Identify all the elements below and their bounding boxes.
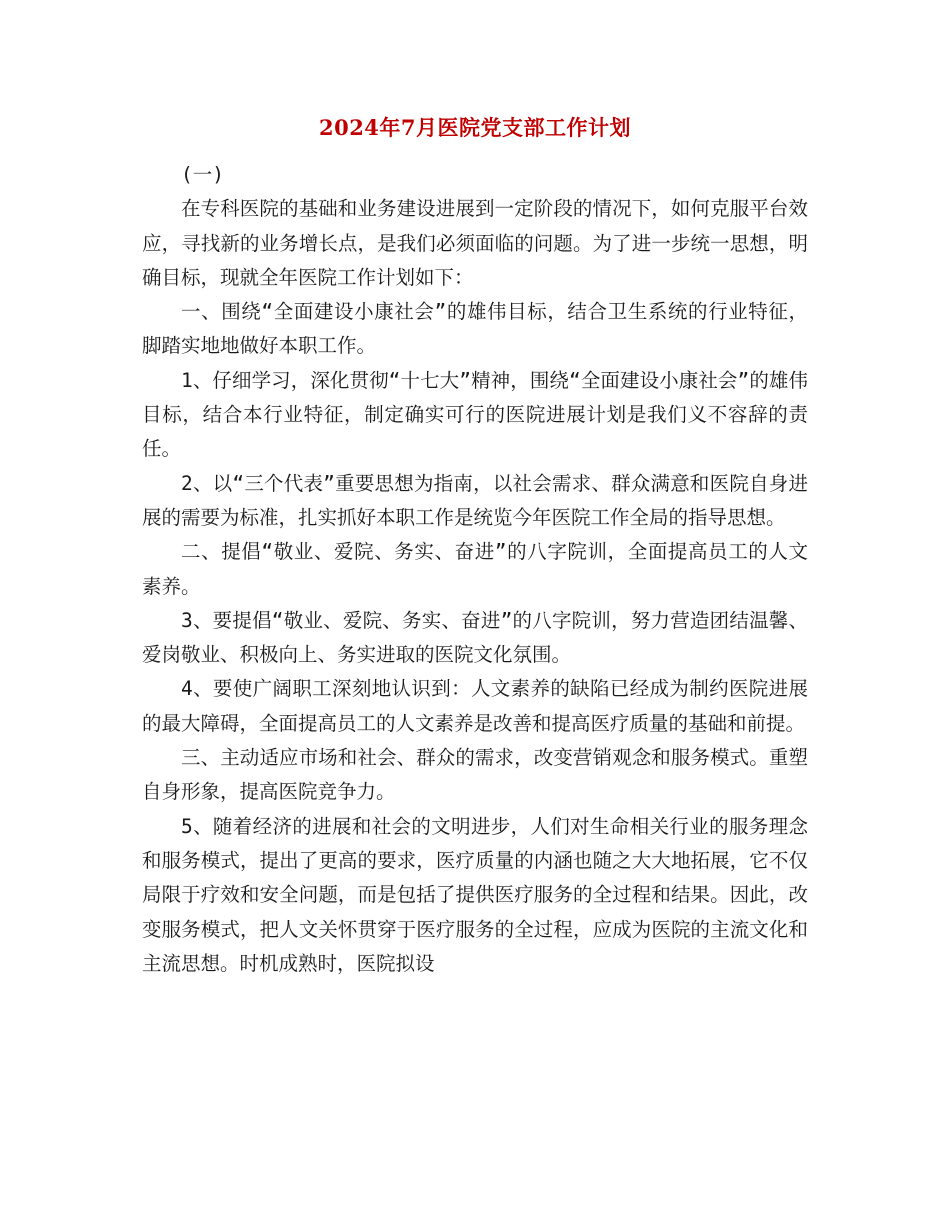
paragraph-heading-3: 三、主动适应市场和社会、群众的需求，改变营销观念和服务模式。重塑自身形象，提高医院竞争力。 — [142, 746, 808, 804]
document-body — [142, 158, 808, 981]
paragraph-section-marker: (一) — [181, 163, 224, 186]
document-title: 2024年7月医院党支部工作计划 — [318, 115, 632, 140]
paragraph-item-5: 5、随着经济的进展和社会的文明进步，人们对生命相关行业的服务理念和服务模式，提出了更高的要求，医疗质量的内涵也随之大大地拓展，它不仅局限于疗效和安全问题，而是包括了提供医疗服务的全过程和结果。因此，改变服务模式，把人文关怀贯穿于医疗服务的全过程，应成为医院的主流文化和主流思想。时机成熟时，医院拟设 — [142, 814, 808, 975]
paragraph-intro: 在专科医院的基础和业务建设进展到一定阶段的情况下，如何克服平台效应，寻找新的业务增长点，是我们必须面临的问题。为了进一步统一思想，明确目标，现就全年医院工作计划如下： — [142, 197, 808, 289]
paragraph-item-3: 3、要提倡“敬业、爱院、务实、奋进”的八字院训，努力营造团结温馨、爱岗敬业、积极向上、务实进取的医院文化氛围。 — [142, 608, 808, 667]
paragraph-heading-2: 二、提倡“敬业、爱院、务实、奋进”的八字院训，全面提高员工的人文素养。 — [142, 540, 808, 598]
paragraph-item-4: 4、要使广阔职工深刻地认识到：人文素养的缺陷已经成为制约医院进展的最大障碍，全面提高员工的人文素养是改善和提高医疗质量的基础和前提。 — [142, 677, 808, 735]
paragraph-heading-1: 一、围绕“全面建设小康社会”的雄伟目标，结合卫生系统的行业特征，脚踏实地地做好本职工作。 — [142, 300, 808, 358]
paragraph-item-1: 1、仔细学习，深化贯彻“十七大”精神，围绕“全面建设小康社会”的雄伟目标，结合本行业特征，制定确实可行的医院进展计划是我们义不容辞的责任。 — [142, 368, 808, 461]
paragraph-item-2: 2、以“三个代表”重要思想为指南，以社会需求、群众满意和医院自身进展的需要为标准，扎实抓好本职工作是统览今年医院工作全局的指导思想。 — [142, 471, 808, 529]
